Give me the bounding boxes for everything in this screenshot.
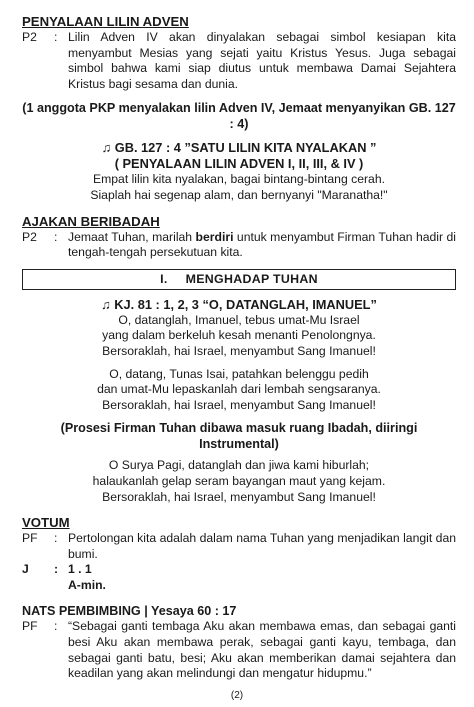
speaker-colon: : — [54, 30, 58, 44]
paragraph-text: “Sebagai ganti tembaga Aku akan membawa emas, dan sebagai ganti besi Aku akan membawa perak, sebagai ganti kayu, tembaga, dan sebagai ganti batu, besi; Aku akan memberikan damai sejahtera dan keadilan yang akan melindungi dan mengatur hidupmu.” — [68, 619, 456, 681]
text-part: untuk menyambut Firman Tuhan hadir di tengah-tengah persekutuan kita. — [68, 229, 456, 260]
speaker-colon: : — [54, 562, 59, 577]
lyric-line: Bersoraklah, hai Israel, menyambut Sang Imanuel! — [102, 397, 376, 412]
response-text: 1 . 1 — [68, 562, 92, 577]
text-part: Jemaat Tuhan, marilah — [68, 229, 196, 244]
paragraph-text — [68, 230, 456, 261]
amen-text: A-min. — [68, 577, 106, 592]
lyric-line: yang dalam berkeluh kesah menanti Penolongnya. — [102, 328, 376, 343]
p2-paragraph-lilin — [22, 30, 456, 92]
emphasis-berdiri: berdiri — [195, 229, 234, 244]
instruction-prosesi: (Prosesi Firman Tuhan dibawa masuk ruang Ibadah, diiringi Instrumental) — [60, 421, 418, 452]
song-subtitle-gb127: ( PENYALAAN LILIN ADVEN I, II, III, & IV ) — [114, 156, 364, 172]
j-amen-row — [22, 578, 456, 594]
song-title-kj81 — [22, 297, 456, 313]
music-note-icon: ♫ — [101, 140, 112, 156]
lyric-line: Siaplah hai segenap alam, dan bernyanyi "Maranatha!" — [90, 187, 388, 202]
lyric-line: Bersoraklah, hai Israel, menyambut Sang Imanuel! — [102, 489, 376, 504]
lyric-line: halaukanlah gelap seram bayangan maut yang kejam. — [92, 473, 386, 488]
lyric-line: O, datang, Tunas Isai, patahkan belenggu pedih — [109, 366, 369, 381]
liturgy-page — [22, 14, 456, 682]
speaker-colon: : — [54, 619, 58, 634]
section-title: MENGHADAP TUHAN — [185, 272, 318, 287]
song-title-text: KJ. 81 : 1, 2, 3 “O, DATANGLAH, IMANUEL” — [114, 296, 377, 312]
lyric-line: O, datanglah, Imanuel, tebus umat-Mu Israel — [118, 312, 360, 327]
speaker-label: P2 — [22, 30, 37, 44]
speaker-label: PF — [22, 619, 38, 634]
speaker-colon: : — [54, 531, 58, 546]
speaker-label: P2 — [22, 229, 37, 244]
lyric-line: O Surya Pagi, datanglah dan jiwa kami hiburlah; — [108, 458, 370, 473]
instruction-lilin: (1 anggota PKP menyalakan lilin Adven IV, Jemaat menyanyikan GB. 127 : 4) — [22, 101, 456, 132]
speaker-label: J — [22, 562, 29, 577]
lyric-line: Empat lilin kita nyalakan, bagai bintang-bintang cerah. — [92, 172, 385, 187]
speaker-label: PF — [22, 531, 38, 546]
section-heading-ajakan: AJAKAN BERIBADAH — [22, 213, 160, 229]
paragraph-text: Lilin Adven IV akan dinyalakan sebagai simbol kesiapan kita menyambut Mesias yang sejati yaitu Kristus Yesus. Juga sebagai simbol bahwa kami siap diutus untuk membawa Damai Sejahtera Kristus bagi sesama dan dunia. — [68, 30, 456, 91]
music-note-icon: ♫ — [101, 296, 111, 312]
song-title-gb127 — [22, 140, 456, 156]
spacer — [22, 578, 54, 594]
section-number: I. — [160, 272, 168, 287]
p2-paragraph-ajakan — [22, 230, 456, 261]
lyric-line: dan umat-Mu lepaskanlah dari lembah sengsaranya. — [97, 382, 381, 397]
song-title-line1: GB. 127 : 4 ”SATU LILIN KITA NYALAKAN ” — [114, 140, 377, 156]
section-heading-nats: NATS PEMBIMBING | Yesaya 60 : 17 — [22, 604, 237, 619]
lyric-line: Bersoraklah, hai Israel, menyambut Sang Imanuel! — [102, 343, 376, 358]
section-heading-votum: VOTUM — [22, 515, 70, 531]
pf-paragraph-votum — [22, 531, 456, 562]
paragraph-text: Pertolongan kita adalah dalam nama Tuhan yang menjadikan langit dan bumi. — [68, 531, 456, 561]
speaker-colon: : — [54, 229, 58, 244]
section-box-menghadap-tuhan — [22, 269, 456, 290]
page-number: (2) — [230, 690, 244, 701]
section-heading-penyalaan: PENYALAAN LILIN ADVEN — [22, 14, 189, 29]
j-response-row — [22, 562, 456, 578]
pf-paragraph-nats — [22, 619, 456, 681]
spacer — [54, 578, 68, 594]
